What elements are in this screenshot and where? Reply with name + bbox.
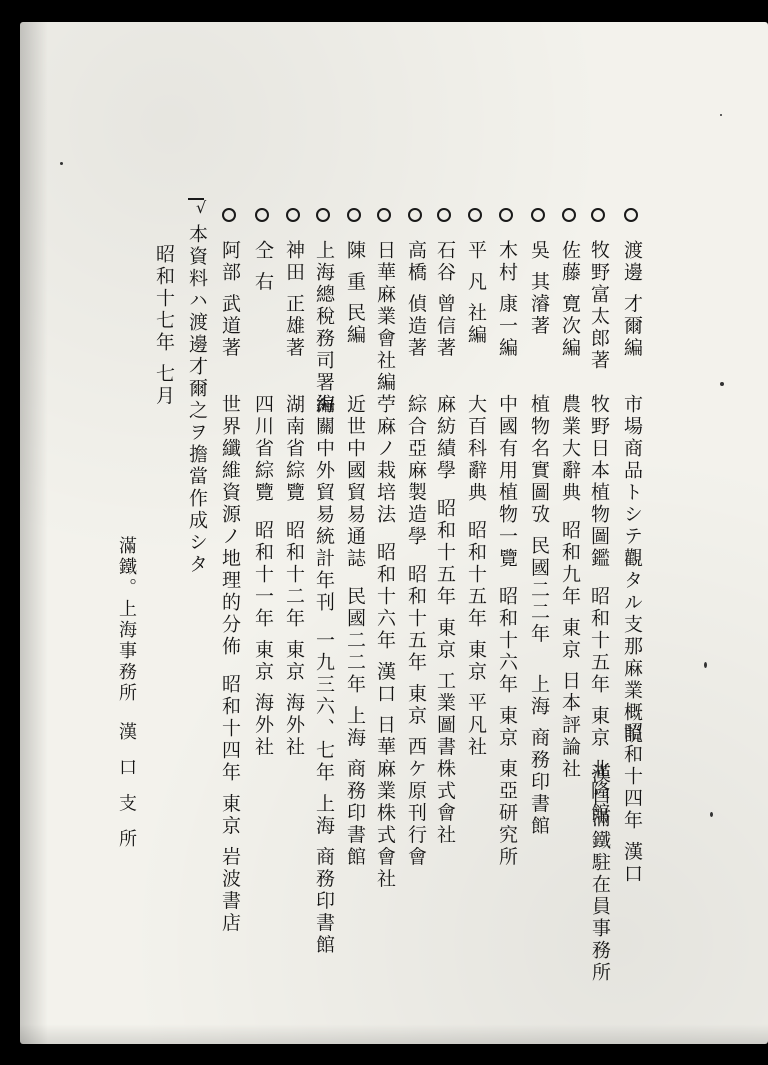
entry-author: 渡邊 才爾編 <box>621 240 643 360</box>
entry-title-publication: 世界纖維資源ノ地理的分佈 <box>219 394 241 658</box>
entry-publisher: 昭和十五年 東京 西ケ原刊行會 <box>405 564 427 869</box>
entry-publisher: 昭和十四年 漢口 <box>621 722 643 886</box>
bullet-circle-icon <box>437 208 451 222</box>
entry-title-publication: 海關中外貿易統計年刊 <box>313 394 335 614</box>
organization-branch: 漢 口 支 所 <box>116 722 137 854</box>
entry-publisher: 昭和十一年 東京 海外社 <box>252 520 274 759</box>
scan-speck <box>60 162 63 165</box>
entry-author: 日華麻業會社編 <box>374 240 396 394</box>
page-edge-shadow <box>20 22 48 1044</box>
entry-title-publication: 牧野日本植物圖鑑 <box>588 394 610 570</box>
scan-speck <box>704 662 707 668</box>
entry-publisher: 昭和九年 東京 日本評論社 <box>559 520 581 781</box>
entry-publisher: 民國二二年 上海 商務印書館 <box>344 586 366 869</box>
entry-author: 牧野富太郎著 <box>588 240 610 372</box>
document-date: 昭和十七年 七月 <box>153 244 175 408</box>
entry-author: 佐藤 寛次編 <box>559 240 581 360</box>
entry-title-publication: 四川省綜覽 <box>252 394 274 504</box>
note-text: 本資料ハ渡邊才爾之ヲ擔當作成シタ <box>186 224 208 576</box>
entry-title-publication: 市場商品トシテ觀タル支那麻業概説 <box>621 394 643 746</box>
entry-publisher: 昭和十五年 東京 北隆館 <box>588 586 610 825</box>
entry-publisher: 昭和十六年 東京 東亞研究所 <box>496 586 518 869</box>
bullet-circle-icon <box>531 208 545 222</box>
entry-publisher: 上海 商務印書館 <box>528 674 550 838</box>
entry-author: 上海總稅務司署編 <box>313 240 335 416</box>
organization-name: 滿鐵。上海事務所 <box>116 536 137 704</box>
entry-title-publication: 大百科辭典 <box>465 394 487 504</box>
scan-speck <box>710 812 713 817</box>
entry-title-publication: 麻紡績學 <box>434 394 456 482</box>
bullet-circle-icon <box>286 208 300 222</box>
entry-title-publication: 近世中國貿易通誌 <box>344 394 366 570</box>
scan-speck <box>720 382 724 386</box>
entry-title-publication: 植物名實圖攷 民國二二年 <box>528 394 550 646</box>
bullet-circle-icon <box>347 208 361 222</box>
entry-publisher: 昭和十二年 東京 海外社 <box>283 520 305 759</box>
scan-speck <box>720 114 722 116</box>
entry-title-publication: 湖南省綜覽 <box>283 394 305 504</box>
bullet-circle-icon <box>408 208 422 222</box>
entry-title-publication: 中國有用植物一覽 <box>496 394 518 570</box>
entry-author: 高橋 偵造著 <box>405 240 427 360</box>
entry-publisher: 昭和十五年 東京 平凡社 <box>465 520 487 759</box>
entry-author: 平 凡 社編 <box>465 240 487 347</box>
bullet-circle-icon <box>377 208 391 222</box>
entry-title-publication: 農業大辭典 <box>559 394 581 504</box>
entry-author: 木村 康一編 <box>496 240 518 360</box>
bullet-circle-icon <box>468 208 482 222</box>
bullet-circle-icon <box>316 208 330 222</box>
entry-author: 神田 正雄著 <box>283 240 305 360</box>
page-edge-shadow-bottom <box>20 1024 768 1044</box>
check-mark-icon: √ <box>196 198 207 217</box>
entry-title-publication: 綜合亞麻製造學 <box>405 394 427 548</box>
entry-publisher: 昭和十五年 東京 工業圖書株式會社 <box>434 498 456 847</box>
entry-author: 阿部 武道著 <box>219 240 241 360</box>
entry-author: 石谷 曾信著 <box>434 240 456 360</box>
entry-publisher: 昭和十六年 漢口 日華麻業株式會社 <box>374 542 396 891</box>
bullet-circle-icon <box>591 208 605 222</box>
bullet-circle-icon <box>499 208 513 222</box>
entry-publisher-line2: 漢口滿鐵駐在員事務所 <box>589 764 611 984</box>
entry-publisher: 昭和十四年 東京 岩波書店 <box>219 674 241 935</box>
document-page <box>20 22 768 1044</box>
entry-publisher: 一九三六、七年 上海 商務印書館 <box>313 630 335 957</box>
bullet-circle-icon <box>222 208 236 222</box>
entry-title-publication: 苧麻ノ栽培法 <box>374 394 396 526</box>
bullet-circle-icon <box>255 208 269 222</box>
bullet-circle-icon <box>562 208 576 222</box>
entry-author: 陳 重 民編 <box>344 240 366 347</box>
entry-author: 吳 其濬著 <box>528 240 550 338</box>
entry-author: 仝 右 <box>252 240 274 294</box>
bullet-circle-icon <box>624 208 638 222</box>
